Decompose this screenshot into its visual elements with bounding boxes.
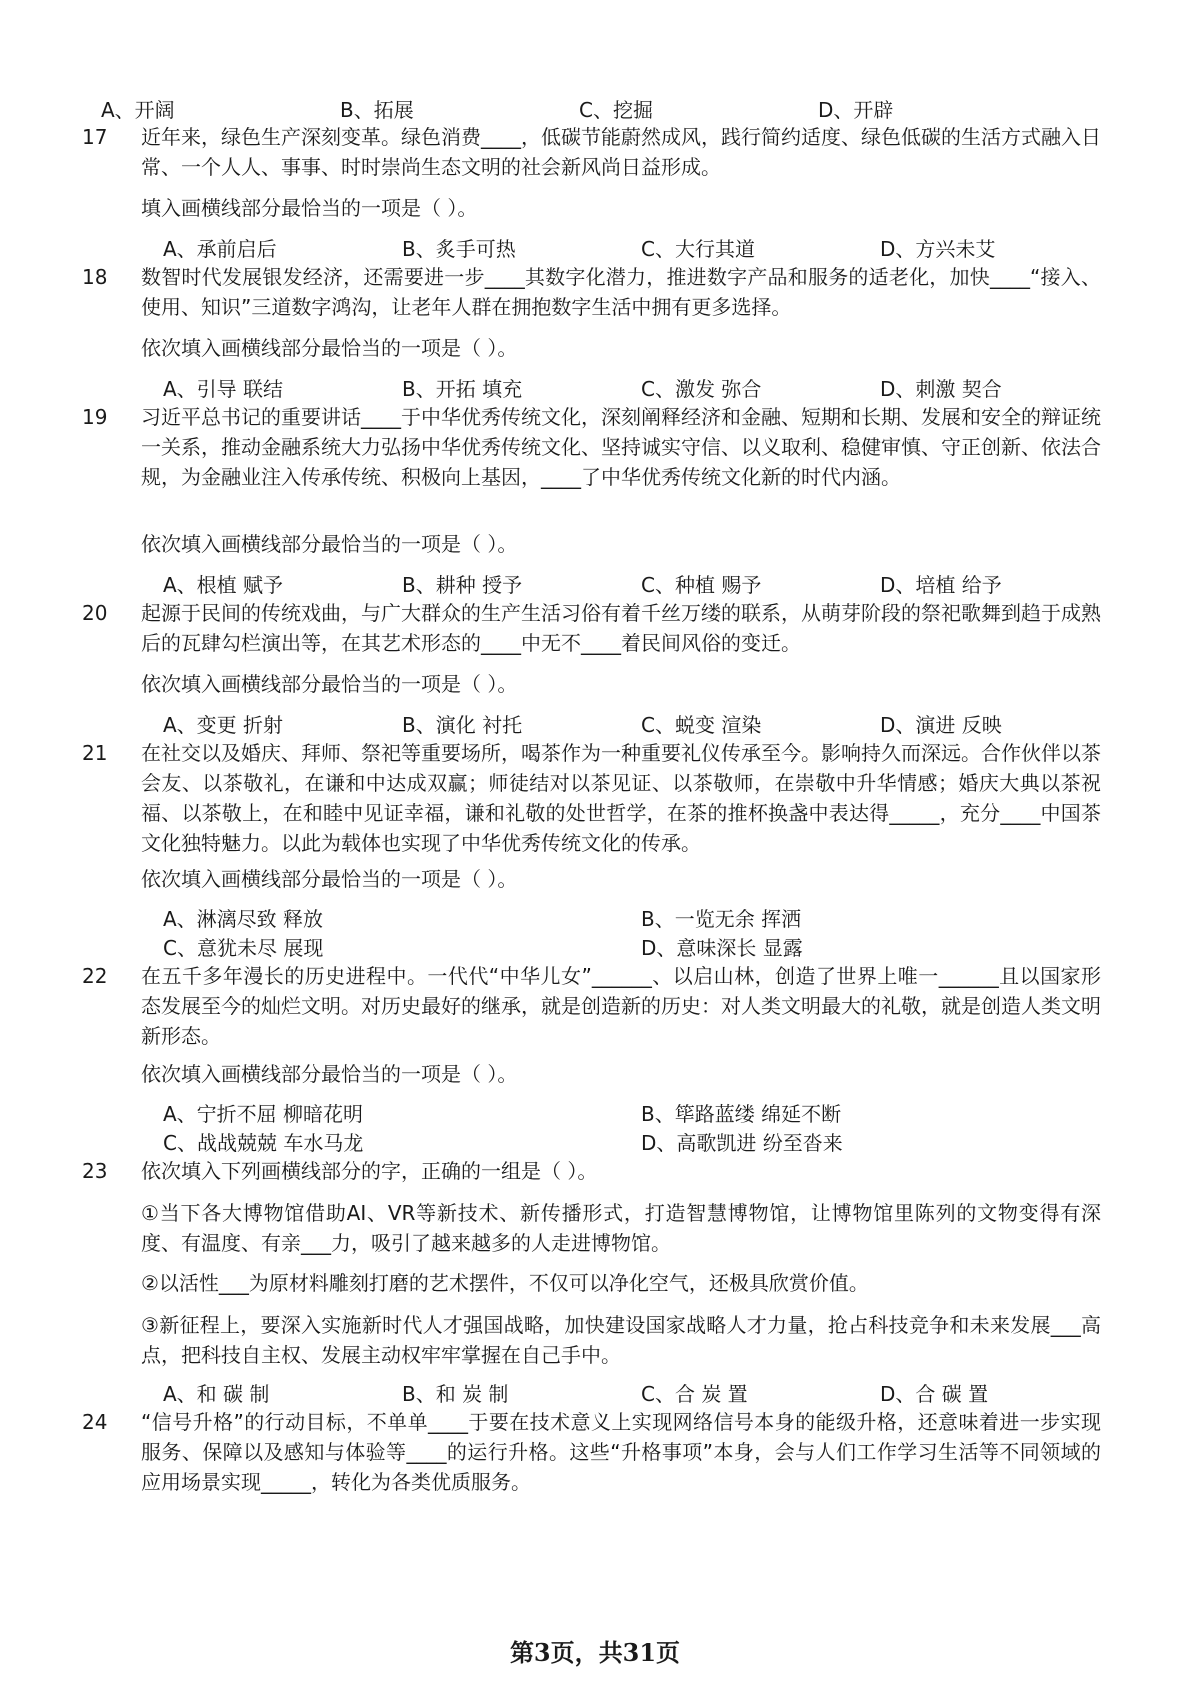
question-number: 23 [82,1159,108,1183]
option-a: A、引导 联结 [163,377,284,401]
option-a: A、开阔 [101,98,175,122]
question-text: 数智时代发展银发经济，还需要进一步____其数字化潜力，推进数字产品和服务的适老化，加快____“接入、使用、知识”三道数字鸿沟，让老年人群在拥抱数字生活中拥有更多选择。 [141,265,1101,319]
option-c: C、蜕变 渲染 [641,713,762,737]
question-text: 起源于民间的传统戏曲，与广大群众的生产生活习俗有着千丝万缕的联系，从萌芽阶段的祭祀歌舞到趋于成熟后的瓦肆勾栏演出等，在其艺术形态的____中无不____着民间风俗的变迁。 [141,601,1101,655]
option-b: B、炙手可热 [402,237,516,261]
option-a: A、淋漓尽致 释放 [163,907,324,931]
question-number: 22 [82,964,108,988]
option-d: D、高歌凯进 纷至沓来 [641,1131,843,1155]
q21-options [0,905,1190,963]
option-c: C、合 炭 置 [641,1382,748,1406]
q17-options [0,235,1190,263]
option-a: A、承前启后 [163,237,277,261]
option-b: B、和 炭 制 [402,1382,509,1406]
q18-options [0,375,1190,403]
option-b: B、耕种 授予 [402,573,523,597]
q18-instruction: 依次填入画横线部分最恰当的一项是（ ）。 [141,336,518,360]
option-c: C、挖掘 [579,98,653,122]
option-a: A、和 碳 制 [163,1382,270,1406]
page-number: 第3页，共31页 [509,1638,681,1667]
option-a: A、宁折不屈 柳暗花明 [163,1102,364,1126]
q22-instruction: 依次填入画横线部分最恰当的一项是（ ）。 [141,1062,518,1086]
option-d: D、合 碳 置 [880,1382,989,1406]
question-number: 21 [82,741,108,765]
question-text: 依次填入下列画横线部分的字，正确的一组是（ ）。 [141,1159,598,1183]
question-number: 19 [82,405,108,429]
q19-options [0,571,1190,599]
question-text: 近年来，绿色生产深刻变革。绿色消费____，低碳节能蔚然成风，践行简约适度、绿色低碳的生活方式融入日常、一个人人、事事、时时崇尚生态文明的社会新风尚日益形成。 [141,125,1101,179]
option-c: C、大行其道 [641,237,755,261]
question-number: 20 [82,601,108,625]
question-number: 24 [82,1410,108,1434]
q17-instruction: 填入画横线部分最恰当的一项是（ ）。 [141,196,478,220]
option-b: B、一览无余 挥洒 [641,907,802,931]
question-text: 习近平总书记的重要讲话____于中华优秀传统文化，深刻阐释经济和金融、短期和长期、发展和安全的辩证统一关系，推动金融系统大力弘扬中华优秀传统文化、坚持诚实守信、以义取利、稳健审慎、守正创新、依法合规，为金融业注入传承传统、积极向上基因，____了中华优秀传统文化新的时代内涵。 [141,405,1101,489]
option-c: C、战战兢兢 车水马龙 [163,1131,364,1155]
option-c: C、意犹未尽 展现 [163,936,324,960]
q20-instruction: 依次填入画横线部分最恰当的一项是（ ）。 [141,672,518,696]
q20-options [0,711,1190,739]
option-b: B、演化 衬托 [402,713,523,737]
option-d: D、开辟 [818,98,894,122]
question-text: 在社交以及婚庆、拜师、祭祀等重要场所，喝茶作为一种重要礼仪传承至今。影响持久而深远。合作伙伴以茶会友、以茶敬礼，在谦和中达成双赢；师徒结对以茶见证、以茶敬师，在崇敬中升华情感；婚庆大典以茶祝福、以茶敬上，在和睦中见证幸福，谦和礼敬的处世哲学，在茶的推杯换盏中表达得_____，充分____中国茶文化独特魅力。以此为载体也实现了中华优秀传统文化的传承。 [141,741,1101,855]
option-d: D、意味深长 显露 [641,936,803,960]
q19-instruction: 依次填入画横线部分最恰当的一项是（ ）。 [141,532,518,556]
option-c: C、激发 弥合 [641,377,762,401]
option-d: D、刺激 契合 [880,377,1002,401]
q23-options [0,1380,1190,1408]
q22-options [0,1100,1190,1158]
option-d: D、演进 反映 [880,713,1002,737]
q23-item-2: ②以活性___为原材料雕刻打磨的艺术摆件，不仅可以净化空气，还极具欣赏价值。 [141,1271,869,1295]
q23-item-1: ①当下各大博物馆借助AI、VR等新技术、新传播形式，打造智慧博物馆，让博物馆里陈列的文物变得有深度、有温度、有亲___力，吸引了越来越多的人走进博物馆。 [141,1201,1101,1255]
question-number: 17 [82,125,108,149]
q23-item-3: ③新征程上，要深入实施新时代人才强国战略，加快建设国家战略人才力量，抢占科技竞争和未来发展___高点，把科技自主权、发展主动权牢牢掌握在自己手中。 [141,1313,1101,1367]
question-text: “信号升格”的行动目标，不单单____于要在技术意义上实现网络信号本身的能级升格，还意味着进一步实现服务、保障以及感知与体验等____的运行升格。这些“升格事项”本身，会与人们工作学习生活等不同领域的应用场景实现_____，转化为各类优质服务。 [141,1410,1101,1494]
option-a: A、变更 折射 [163,713,284,737]
question-text: 在五千多年漫长的历史进程中。一代代“中华儿女”______、以启山林，创造了世界上唯一______且以国家形态发展至今的灿烂文明。对历史最好的继承，就是创造新的历史：对人类文明最大的礼敬，就是创造人类文明新形态。 [141,964,1101,1048]
option-a: A、根植 赋予 [163,573,284,597]
question-number: 18 [82,265,108,289]
option-b: B、拓展 [340,98,414,122]
option-c: C、种植 赐予 [641,573,762,597]
option-d: D、方兴未艾 [880,237,996,261]
q16-options [0,96,1128,124]
option-b: B、筚路蓝缕 绵延不断 [641,1102,842,1126]
option-d: D、培植 给予 [880,573,1002,597]
option-b: B、开拓 填充 [402,377,523,401]
q21-instruction: 依次填入画横线部分最恰当的一项是（ ）。 [141,867,518,891]
